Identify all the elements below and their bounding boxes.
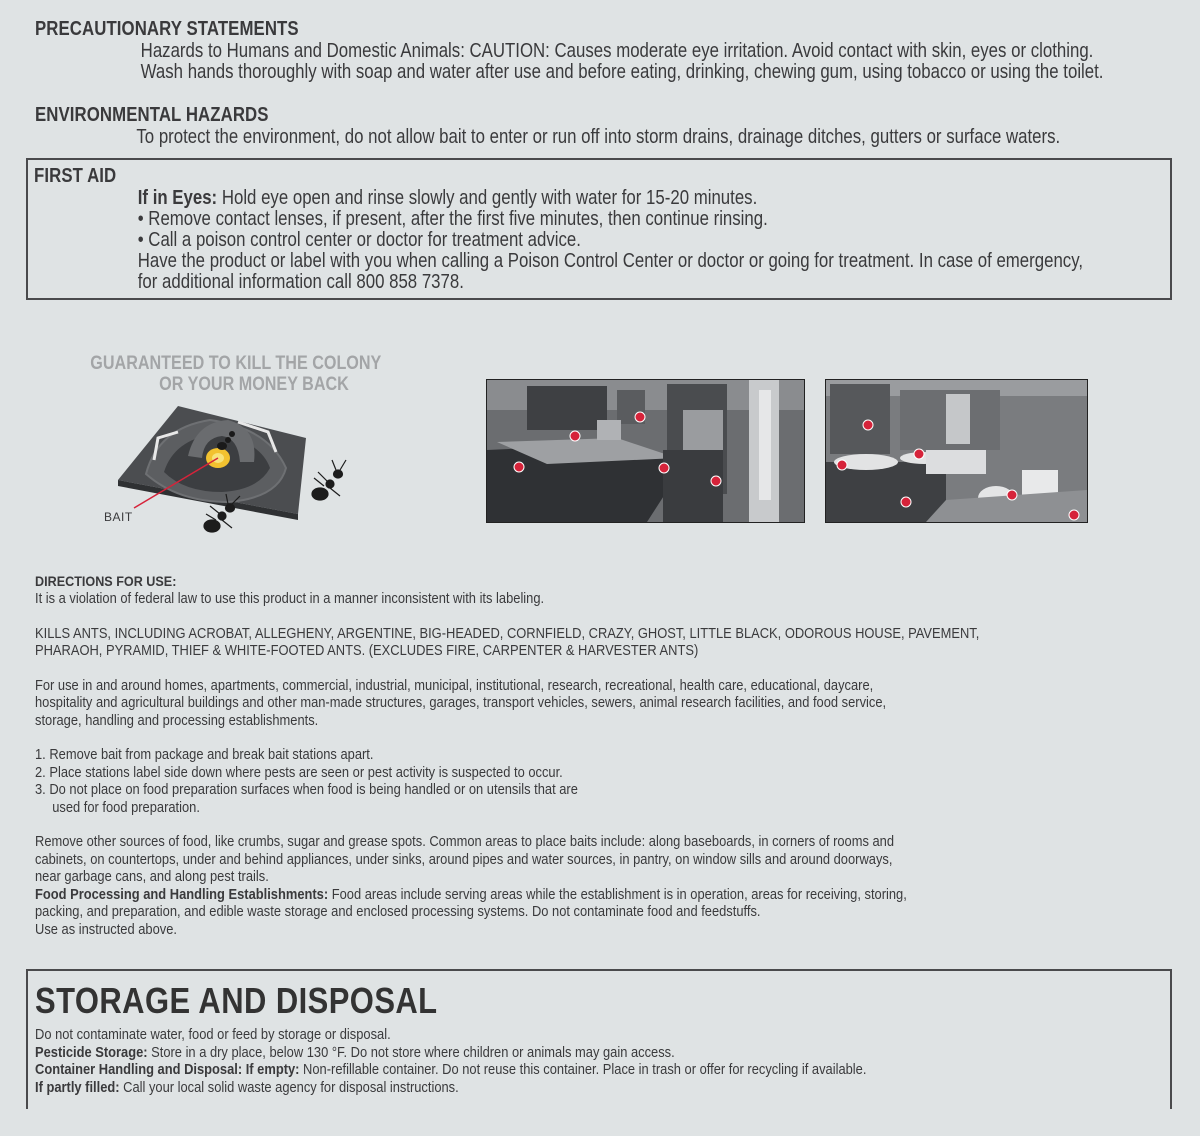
step-item: 3. Do not place on food preparation surfaces when food is being handled or on utensils that are	[35, 781, 578, 798]
container-handling-line	[35, 1061, 866, 1079]
placement-dot	[1007, 490, 1018, 501]
food-processing-text: Food areas include serving areas while the establishment is in operation, areas for receiving, storing,	[328, 885, 907, 903]
first-aid-title: FIRST AID	[34, 165, 117, 187]
step-item-continued: used for food preparation.	[52, 798, 200, 816]
container-handling-text: Non-refillable container. Do not reuse this container. Place in trash or offer for recycling if available.	[299, 1061, 867, 1078]
food-processing-label: Food Processing and Handling Establishments:	[35, 885, 329, 903]
remove-line: near garbage cans, and along pest trails.	[35, 868, 269, 885]
placement-dot	[514, 462, 525, 473]
food-processing-line	[35, 886, 979, 904]
guarantee-text	[48, 353, 390, 395]
kitchen-photo	[486, 379, 805, 523]
eyes-text: Hold eye open and rinse slowly and gently with water for 15-20 minutes.	[217, 186, 758, 209]
eyes-label: If in Eyes:	[137, 186, 218, 209]
use-in-line: For use in and around homes, apartments, commercial, industrial, municipal, institutional, research, recreational, health care, educational, daycare,	[35, 676, 874, 694]
directions-section	[35, 573, 1133, 938]
precautionary-line: Wash hands thoroughly with soap and water after use and before eating, drinking, chewing gum, using tobacco or using the toilet.	[140, 60, 1104, 83]
guarantee-line: OR YOUR MONEY BACK	[159, 374, 349, 395]
kills-line: PHARAOH, PYRAMID, THIEF & WHITE-FOOTED ANTS. (EXCLUDES FIRE, CARPENTER & HARVESTER ANTS)	[35, 642, 699, 659]
partly-filled-label: If partly filled:	[35, 1078, 120, 1096]
storage-section	[35, 1026, 1002, 1096]
first-aid-eyes	[138, 187, 1083, 208]
use-in-line: storage, handling and processing establishments.	[35, 711, 319, 729]
bait-station-illustration	[118, 398, 378, 538]
use-in-line: hospitality and agricultural buildings and other man-made structures, garages, transport vehicles, sewers, animal research facilities, and food service,	[35, 694, 887, 711]
storage-title: STORAGE AND DISPOSAL	[35, 980, 438, 1021]
kills-line: KILLS ANTS, INCLUDING ACROBAT, ALLEGHENY, ARGENTINE, BIG-HEADED, CORNFIELD, CRAZY, GHOST, LITTLE BLACK, ODOROUS HOUSE, PAVEMENT,	[35, 624, 980, 642]
first-aid-line: • Remove contact lenses, if present, after the first five minutes, then continue rinsing.	[137, 207, 768, 230]
placement-dot	[711, 476, 722, 487]
food-processing-line: packing, and preparation, and edible waste storage and enclosed processing systems. Do not contaminate food and feedstuffs.	[35, 903, 761, 920]
placement-dot	[901, 497, 912, 508]
container-handling-label: Container Handling and Disposal: If empty:	[35, 1061, 300, 1078]
first-aid-line: for additional information call 800 858 7378.	[137, 270, 464, 293]
remove-line: cabinets, on countertops, under and behind appliances, under sinks, around pipes and water sources, in pantry, on window sills and around doorways,	[35, 850, 893, 868]
precautionary-section	[35, 18, 1200, 82]
use-as-instructed: Use as instructed above.	[35, 920, 177, 938]
ant-icon	[312, 460, 346, 500]
directions-violation: It is a violation of federal law to use this product in a manner inconsistent with its labeling.	[35, 590, 545, 607]
precautionary-title: PRECAUTIONARY STATEMENTS	[35, 18, 299, 40]
first-aid-section	[34, 165, 1187, 292]
storage-line: Do not contaminate water, food or feed by storage or disposal.	[35, 1026, 391, 1043]
placement-dot	[914, 449, 925, 460]
environmental-section	[35, 104, 1162, 147]
directions-title: DIRECTIONS FOR USE:	[35, 573, 177, 589]
environmental-line: To protect the environment, do not allow bait to enter or run off into storm drains, drainage ditches, gutters or surface waters.	[136, 125, 1061, 148]
bait-label: BAIT	[104, 510, 133, 524]
placement-dot	[635, 412, 646, 423]
pesticide-storage-text: Store in a dry place, below 130 °F. Do not store where children or animals may gain access.	[147, 1043, 675, 1061]
placement-dot	[659, 463, 670, 474]
environmental-title: ENVIRONMENTAL HAZARDS	[35, 104, 269, 126]
pesticide-storage-label: Pesticide Storage:	[35, 1043, 148, 1061]
step-item: 1. Remove bait from package and break bait stations apart.	[35, 746, 374, 763]
placement-dot	[863, 420, 874, 431]
first-aid-line: Have the product or label with you when calling a Poison Control Center or doctor or going for treatment. In case of emergency,	[137, 249, 1084, 272]
placement-dot	[837, 460, 848, 471]
partly-filled-text: Call your local solid waste agency for disposal instructions.	[119, 1078, 459, 1096]
first-aid-line: • Call a poison control center or doctor for treatment advice.	[137, 228, 581, 251]
placement-dot	[1069, 510, 1080, 521]
partly-filled-line	[35, 1079, 866, 1097]
remove-line: Remove other sources of food, like crumbs, sugar and grease spots. Common areas to place baits include: along baseboards, in corners of rooms and	[35, 833, 895, 850]
step-item: 2. Place stations label side down where pests are seen or pest activity is suspected to occur.	[35, 763, 563, 781]
placement-dot	[570, 431, 581, 442]
pesticide-storage-line	[35, 1044, 866, 1062]
guarantee-line: GUARANTEED TO KILL THE COLONY	[90, 353, 382, 374]
bathroom-photo	[825, 379, 1088, 523]
precautionary-line: Hazards to Humans and Domestic Animals: CAUTION: Causes moderate eye irritation. Avoid contact with skin, eyes or clothing.	[140, 39, 1094, 62]
